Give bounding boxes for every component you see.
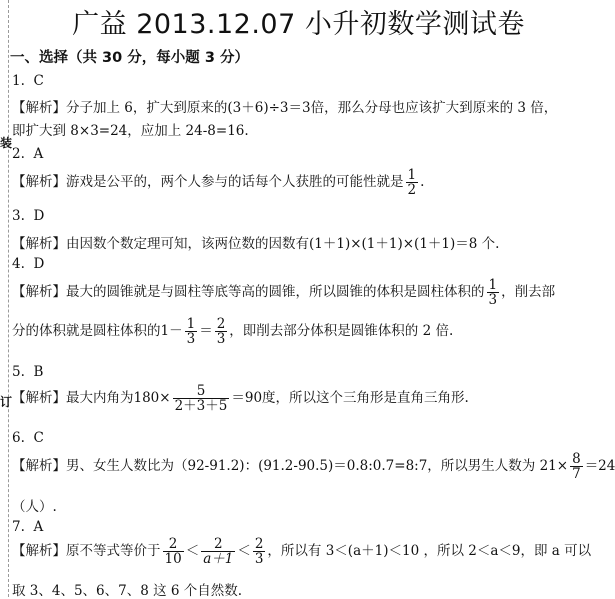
fraction-numerator: 2 [216, 316, 226, 332]
explanation-4-line-2 [12, 317, 453, 346]
question-number: 1. [12, 73, 25, 89]
explanation-2 [12, 168, 424, 197]
answer-2 [12, 146, 43, 162]
fraction-denominator: a＋1 [203, 551, 234, 568]
explanation-5 [12, 384, 469, 413]
answer-7 [12, 519, 43, 535]
explanation-tag: 【解析】 [12, 174, 66, 191]
answer-5 [12, 364, 43, 380]
explanation-text: 最大内角为180× [66, 390, 171, 407]
explanation-tag: 【解析】 [12, 284, 66, 301]
fraction [215, 317, 228, 346]
explanation-text: 最大的圆锥就是与圆柱等底等高的圆锥，所以圆锥的体积是圆柱体积的 [66, 284, 485, 301]
explanation-tag: 【解析】 [12, 458, 66, 475]
fraction [185, 317, 198, 346]
answer-1 [12, 73, 44, 89]
answer-choice: A [33, 519, 44, 535]
explanation-tag: 【解析】 [12, 390, 66, 407]
explanation-6-line-2: （人）. [12, 499, 57, 515]
margin-mark-zhuang: 装 [0, 136, 13, 150]
answer-choice: C [33, 430, 44, 446]
answer-3 [12, 208, 44, 224]
explanation-text: 由因数个数定理可知，该两位数的因数有(1＋1)×(1＋1)×(1＋1)＝8 个. [66, 236, 500, 252]
fraction-numerator: 1 [186, 316, 196, 332]
explanation-text: 男、女生人数比为（92-91.2)：(91.2-90.5)＝0.8:0.7=8:7，所以男生人数为 21× [66, 458, 569, 475]
question-number: 6. [12, 430, 25, 446]
fraction [163, 537, 184, 566]
question-number: 4. [12, 256, 25, 272]
page-title: 广益 2013.12.07 小升初数学测试卷 [72, 9, 525, 40]
fraction-denominator: 10 [164, 551, 182, 568]
answer-choice: D [33, 208, 45, 224]
answer-choice: A [33, 146, 44, 162]
fraction-numerator: 2 [201, 537, 235, 552]
explanation-7-line-2: 取 3、4、5、6、7、8 这 6 个自然数. [12, 583, 243, 599]
answer-choice: C [33, 73, 44, 89]
fraction [570, 452, 583, 481]
fraction-numerator: 5 [173, 384, 230, 399]
explanation-text: 分的体积就是圆柱体积的1－ [12, 323, 183, 340]
fraction [201, 537, 235, 566]
explanation-7-line-1 [12, 537, 591, 566]
answer-6 [12, 430, 44, 446]
answer-choice: D [33, 256, 45, 272]
fraction-numerator: 1 [407, 167, 417, 183]
fraction-denominator: 3 [216, 331, 226, 348]
margin-mark-ding: 订 [0, 395, 13, 409]
explanation-tag: 【解析】 [12, 100, 66, 116]
binding-margin-line [8, 0, 9, 597]
question-number: 7. [12, 519, 25, 535]
explanation-tag: 【解析】 [12, 236, 66, 252]
question-number: 3. [12, 208, 25, 224]
explanation-text: 分子加上 6，扩大到原来的(3＋6)÷3＝3倍，那么分母也应该扩大到原来的 3 倍， [66, 100, 558, 116]
fraction [487, 278, 500, 307]
explanation-1-line-2: 即扩大到 8×3=24，应加上 24-8=16. [12, 123, 249, 139]
explanation-text-end: ，所以有 3＜(a＋1)＜10 ，所以 2＜a＜9，即 a 可以 [267, 543, 592, 560]
fraction-numerator: 1 [488, 277, 498, 293]
answer-4 [12, 256, 44, 272]
less-than-sign: ＜ [237, 543, 251, 560]
fraction-denominator: 3 [254, 551, 264, 568]
explanation-text: 原不等式等价于 [66, 543, 161, 560]
question-number: 5. [12, 364, 25, 380]
explanation-text-end: . [420, 174, 425, 191]
fraction [173, 384, 230, 413]
explanation-3 [12, 232, 499, 252]
explanation-text-end: ＝90度，所以这个三角形是直角三角形. [231, 390, 469, 407]
explanation-tag: 【解析】 [12, 543, 66, 560]
answer-choice: B [33, 364, 44, 380]
less-than-sign: ＜ [185, 543, 200, 560]
fraction-numerator: 2 [163, 537, 184, 552]
section-heading: 一、选择（共 30 分，每小题 3 分） [10, 50, 249, 66]
explanation-4-line-1 [12, 278, 555, 307]
explanation-6-line-1 [12, 452, 615, 481]
explanation-text: 游戏是公平的，两个人参与的话每个人获胜的可能性就是 [66, 174, 404, 191]
explanation-text-end: ，即削去部分体积是圆锥体积的 2 倍. [229, 323, 454, 340]
equals-sign: ＝ [199, 323, 213, 340]
fraction [253, 537, 266, 566]
explanation-1-line-1 [12, 96, 557, 116]
explanation-text-end: ＝24 [584, 458, 615, 475]
fraction-denominator: 3 [488, 292, 498, 309]
question-number: 2. [12, 146, 25, 162]
fraction-denominator: 3 [186, 331, 196, 348]
fraction-denominator: 2＋3＋5 [174, 398, 228, 415]
fraction-denominator: 2 [407, 182, 417, 199]
explanation-text-end: ，削去部 [501, 284, 556, 301]
fraction-numerator: 2 [254, 536, 264, 552]
fraction [406, 168, 419, 197]
fraction-numerator: 8 [572, 451, 581, 467]
fraction-denominator: 7 [572, 466, 581, 483]
